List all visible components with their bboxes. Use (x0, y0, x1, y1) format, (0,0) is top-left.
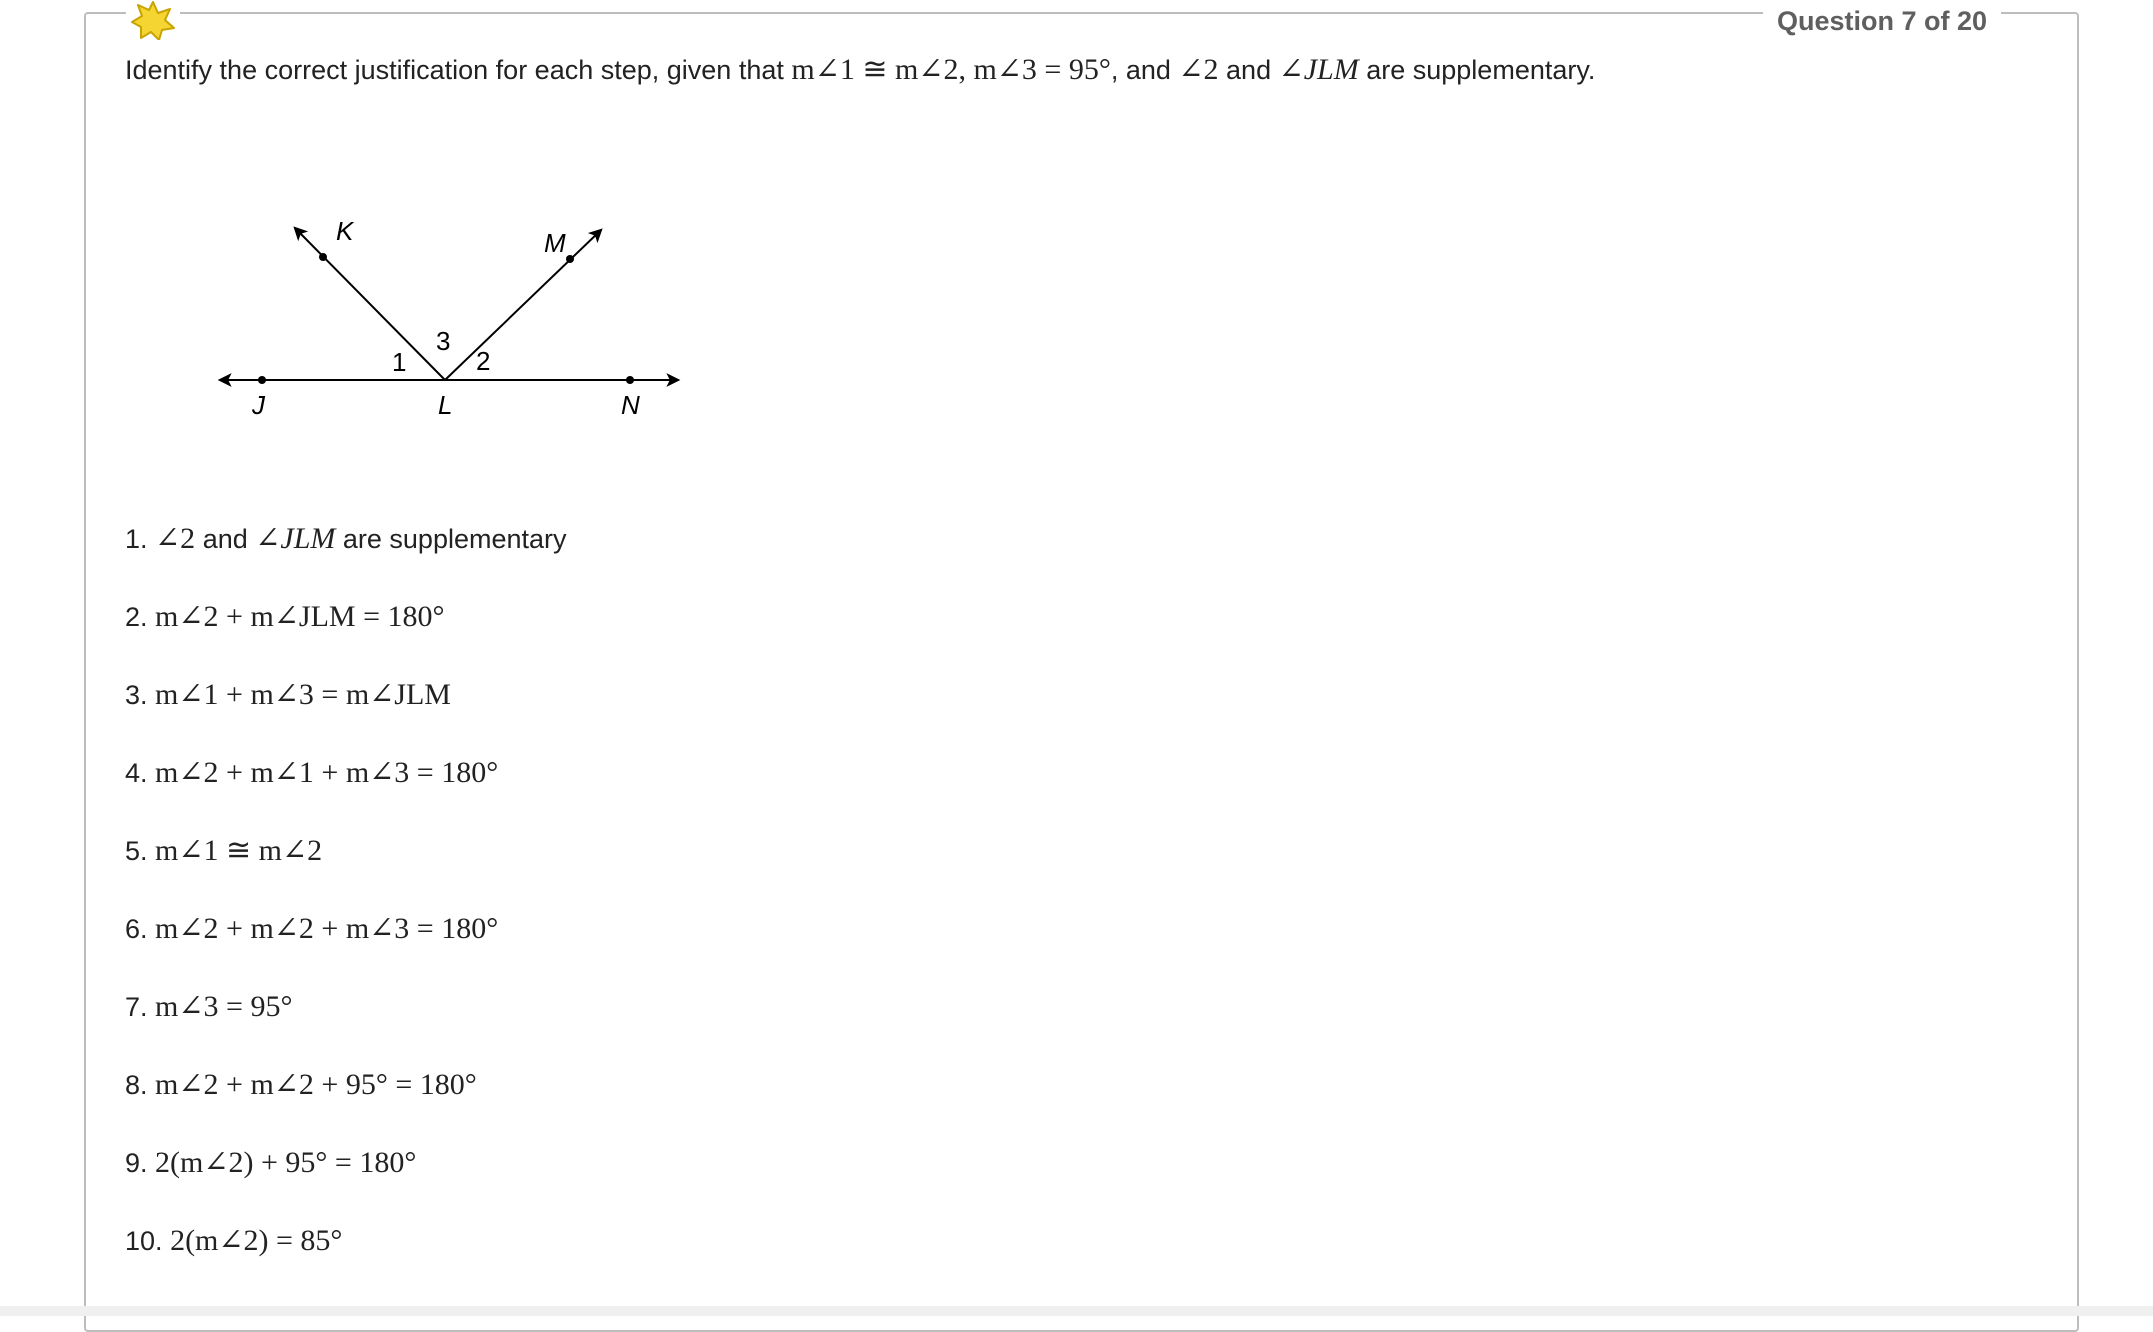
step-number: 9. (125, 1148, 148, 1178)
prompt-and-2: and (1218, 55, 1279, 85)
step-math: m∠2 + m∠JLM = 180° (155, 600, 445, 633)
prompt-angle-jlm: ∠JLM (1278, 53, 1359, 86)
step-item (125, 828, 567, 906)
step-item (125, 984, 567, 1062)
step-item (125, 1140, 567, 1218)
question-counter: Question 7 of 20 (1763, 4, 2001, 38)
angle-label-2: 2 (476, 346, 491, 376)
steps-list (125, 516, 567, 1296)
step-math: ∠JLM (255, 522, 336, 555)
step-text: and (195, 524, 256, 554)
angle-label-1: 1 (392, 347, 407, 377)
step-item (125, 906, 567, 984)
step-math: m∠1 + m∠3 = m∠JLM (155, 678, 451, 711)
step-number: 1. (125, 524, 148, 554)
angle-label-3: 3 (436, 326, 451, 356)
step-math: m∠2 + m∠1 + m∠3 = 180° (155, 756, 499, 789)
label-m: M (544, 228, 566, 258)
step-item (125, 672, 567, 750)
label-j: J (252, 390, 265, 420)
prompt-lead: Identify the correct justification for each step, given that (125, 55, 792, 85)
star-icon (126, 0, 180, 40)
point-k (319, 253, 327, 261)
label-k: K (336, 216, 354, 246)
step-number: 3. (125, 680, 148, 710)
step-item (125, 516, 567, 594)
step-number: 6. (125, 914, 148, 944)
step-number: 2. (125, 602, 148, 632)
step-item (125, 750, 567, 828)
prompt-and: , and (1110, 55, 1179, 85)
step-math: m∠3 = 95° (155, 990, 293, 1023)
step-math: 2(m∠2) + 95° = 180° (155, 1146, 417, 1179)
point-n (626, 376, 634, 384)
step-number: 7. (125, 992, 148, 1022)
step-number: 4. (125, 758, 148, 788)
ray-lm (445, 230, 601, 380)
question-prompt (125, 52, 1595, 88)
prompt-given: m∠1 ≅ m∠2, m∠3 = 95° (791, 53, 1111, 86)
step-math: 2(m∠2) = 85° (170, 1224, 343, 1257)
page-bottom-strip (0, 1306, 2153, 1316)
ray-lk (295, 228, 445, 380)
step-item (125, 1062, 567, 1140)
point-m (566, 255, 574, 263)
point-j (258, 376, 266, 384)
step-math: ∠2 (155, 522, 196, 555)
label-l: L (438, 390, 453, 420)
step-math: m∠1 ≅ m∠2 (155, 834, 323, 867)
step-item (125, 1218, 567, 1296)
angle-diagram (200, 210, 700, 430)
prompt-angle-2: ∠2 (1178, 53, 1219, 86)
prompt-tail: are supplementary. (1358, 55, 1596, 85)
step-item (125, 594, 567, 672)
label-n: N (621, 390, 640, 420)
step-text: are supplementary (335, 524, 567, 554)
step-math: m∠2 + m∠2 + m∠3 = 180° (155, 912, 499, 945)
step-number: 5. (125, 836, 148, 866)
step-number: 10. (125, 1226, 163, 1256)
step-number: 8. (125, 1070, 148, 1100)
step-math: m∠2 + m∠2 + 95° = 180° (155, 1068, 477, 1101)
